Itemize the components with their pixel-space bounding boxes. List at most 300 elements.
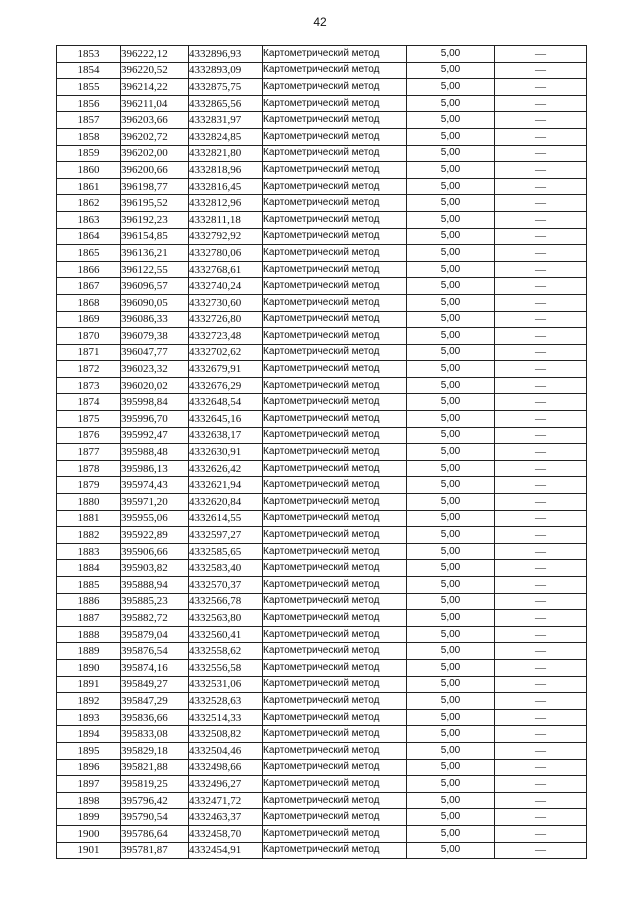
method-cell: Картометрический метод: [263, 112, 407, 129]
accuracy-cell: 5,00: [407, 427, 495, 444]
description-cell: —: [495, 278, 587, 295]
method-cell: Картометрический метод: [263, 626, 407, 643]
accuracy-cell: 5,00: [407, 178, 495, 195]
point-number-cell: 1879: [57, 477, 121, 494]
accuracy-cell: 5,00: [407, 444, 495, 461]
y-coordinate-cell: 4332645,16: [189, 411, 263, 428]
table-row: [57, 95, 587, 112]
description-cell: —: [495, 510, 587, 527]
y-coordinate-cell: 4332558,62: [189, 643, 263, 660]
point-number-cell: 1892: [57, 693, 121, 710]
description-cell: —: [495, 377, 587, 394]
table-row: [57, 593, 587, 610]
description-cell: —: [495, 610, 587, 627]
table-row: [57, 128, 587, 145]
method-cell: Картометрический метод: [263, 344, 407, 361]
accuracy-cell: 5,00: [407, 643, 495, 660]
description-cell: —: [495, 128, 587, 145]
y-coordinate-cell: 4332583,40: [189, 560, 263, 577]
table-row: [57, 46, 587, 63]
x-coordinate-cell: 395836,66: [121, 709, 189, 726]
accuracy-cell: 5,00: [407, 709, 495, 726]
method-cell: Картометрический метод: [263, 460, 407, 477]
x-coordinate-cell: 395790,54: [121, 809, 189, 826]
point-number-cell: 1859: [57, 145, 121, 162]
y-coordinate-cell: 4332816,45: [189, 178, 263, 195]
description-cell: —: [495, 228, 587, 245]
method-cell: Картометрический метод: [263, 377, 407, 394]
x-coordinate-cell: 395955,06: [121, 510, 189, 527]
description-cell: —: [495, 394, 587, 411]
accuracy-cell: 5,00: [407, 145, 495, 162]
method-cell: Картометрический метод: [263, 294, 407, 311]
accuracy-cell: 5,00: [407, 112, 495, 129]
y-coordinate-cell: 4332818,96: [189, 162, 263, 179]
table-row: [57, 610, 587, 627]
page-number: 42: [313, 15, 327, 29]
y-coordinate-cell: 4332824,85: [189, 128, 263, 145]
point-number-cell: 1872: [57, 361, 121, 378]
method-cell: Картометрический метод: [263, 411, 407, 428]
x-coordinate-cell: 396200,66: [121, 162, 189, 179]
table-row: [57, 510, 587, 527]
accuracy-cell: 5,00: [407, 245, 495, 262]
y-coordinate-cell: 4332458,70: [189, 825, 263, 842]
y-coordinate-cell: 4332504,46: [189, 742, 263, 759]
description-cell: —: [495, 659, 587, 676]
method-cell: Картометрический метод: [263, 195, 407, 212]
y-coordinate-cell: 4332638,17: [189, 427, 263, 444]
x-coordinate-cell: 396023,32: [121, 361, 189, 378]
point-number-cell: 1873: [57, 377, 121, 394]
method-cell: Картометрический метод: [263, 510, 407, 527]
method-cell: Картометрический метод: [263, 311, 407, 328]
table-row: [57, 328, 587, 345]
y-coordinate-cell: 4332702,62: [189, 344, 263, 361]
method-cell: Картометрический метод: [263, 128, 407, 145]
accuracy-cell: 5,00: [407, 659, 495, 676]
point-number-cell: 1890: [57, 659, 121, 676]
table-row: [57, 543, 587, 560]
table-row: [57, 311, 587, 328]
point-number-cell: 1901: [57, 842, 121, 859]
method-cell: Картометрический метод: [263, 46, 407, 63]
x-coordinate-cell: 395849,27: [121, 676, 189, 693]
accuracy-cell: 5,00: [407, 460, 495, 477]
description-cell: —: [495, 593, 587, 610]
x-coordinate-cell: 396192,23: [121, 211, 189, 228]
method-cell: Картометрический метод: [263, 145, 407, 162]
description-cell: —: [495, 759, 587, 776]
y-coordinate-cell: 4332621,94: [189, 477, 263, 494]
method-cell: Картометрический метод: [263, 643, 407, 660]
x-coordinate-cell: 395988,48: [121, 444, 189, 461]
x-coordinate-cell: 395986,13: [121, 460, 189, 477]
x-coordinate-cell: 395903,82: [121, 560, 189, 577]
description-cell: —: [495, 726, 587, 743]
table-row: [57, 460, 587, 477]
x-coordinate-cell: 395879,04: [121, 626, 189, 643]
description-cell: —: [495, 792, 587, 809]
method-cell: Картометрический метод: [263, 328, 407, 345]
y-coordinate-cell: 4332740,24: [189, 278, 263, 295]
y-coordinate-cell: 4332630,91: [189, 444, 263, 461]
point-number-cell: 1895: [57, 742, 121, 759]
y-coordinate-cell: 4332792,92: [189, 228, 263, 245]
y-coordinate-cell: 4332679,91: [189, 361, 263, 378]
point-number-cell: 1857: [57, 112, 121, 129]
table-row: [57, 560, 587, 577]
point-number-cell: 1863: [57, 211, 121, 228]
table-row: [57, 809, 587, 826]
method-cell: Картометрический метод: [263, 709, 407, 726]
method-cell: Картометрический метод: [263, 394, 407, 411]
point-number-cell: 1877: [57, 444, 121, 461]
x-coordinate-cell: 396154,85: [121, 228, 189, 245]
y-coordinate-cell: 4332498,66: [189, 759, 263, 776]
method-cell: Картометрический метод: [263, 427, 407, 444]
x-coordinate-cell: 395974,43: [121, 477, 189, 494]
description-cell: —: [495, 162, 587, 179]
x-coordinate-cell: 395882,72: [121, 610, 189, 627]
description-cell: —: [495, 809, 587, 826]
point-number-cell: 1896: [57, 759, 121, 776]
x-coordinate-cell: 395781,87: [121, 842, 189, 859]
method-cell: Картометрический метод: [263, 79, 407, 96]
point-number-cell: 1882: [57, 527, 121, 544]
x-coordinate-cell: 395821,88: [121, 759, 189, 776]
x-coordinate-cell: 396220,52: [121, 62, 189, 79]
point-number-cell: 1899: [57, 809, 121, 826]
table-row: [57, 377, 587, 394]
y-coordinate-cell: 4332811,18: [189, 211, 263, 228]
description-cell: —: [495, 494, 587, 511]
description-cell: —: [495, 460, 587, 477]
y-coordinate-cell: 4332676,29: [189, 377, 263, 394]
accuracy-cell: 5,00: [407, 759, 495, 776]
y-coordinate-cell: 4332597,27: [189, 527, 263, 544]
point-number-cell: 1871: [57, 344, 121, 361]
point-number-cell: 1886: [57, 593, 121, 610]
y-coordinate-cell: 4332614,55: [189, 510, 263, 527]
table-row: [57, 294, 587, 311]
y-coordinate-cell: 4332463,37: [189, 809, 263, 826]
description-cell: —: [495, 842, 587, 859]
point-number-cell: 1880: [57, 494, 121, 511]
table-row: [57, 162, 587, 179]
y-coordinate-cell: 4332865,56: [189, 95, 263, 112]
x-coordinate-cell: 395786,64: [121, 825, 189, 842]
y-coordinate-cell: 4332531,06: [189, 676, 263, 693]
method-cell: Картометрический метод: [263, 825, 407, 842]
description-cell: —: [495, 742, 587, 759]
table-row: [57, 411, 587, 428]
y-coordinate-cell: 4332514,33: [189, 709, 263, 726]
y-coordinate-cell: 4332723,48: [189, 328, 263, 345]
table-row: [57, 112, 587, 129]
table-row: [57, 145, 587, 162]
x-coordinate-cell: 396020,02: [121, 377, 189, 394]
method-cell: Картометрический метод: [263, 494, 407, 511]
table-row: [57, 742, 587, 759]
x-coordinate-cell: 396136,21: [121, 245, 189, 262]
accuracy-cell: 5,00: [407, 742, 495, 759]
table-row: [57, 344, 587, 361]
method-cell: Картометрический метод: [263, 693, 407, 710]
method-cell: Картометрический метод: [263, 842, 407, 859]
description-cell: —: [495, 62, 587, 79]
method-cell: Картометрический метод: [263, 477, 407, 494]
table-row: [57, 361, 587, 378]
description-cell: —: [495, 112, 587, 129]
accuracy-cell: 5,00: [407, 626, 495, 643]
y-coordinate-cell: 4332730,60: [189, 294, 263, 311]
description-cell: —: [495, 825, 587, 842]
method-cell: Картометрический метод: [263, 62, 407, 79]
method-cell: Картометрический метод: [263, 278, 407, 295]
table-row: [57, 178, 587, 195]
method-cell: Картометрический метод: [263, 593, 407, 610]
point-number-cell: 1887: [57, 610, 121, 627]
accuracy-cell: 5,00: [407, 494, 495, 511]
y-coordinate-cell: 4332556,58: [189, 659, 263, 676]
description-cell: —: [495, 527, 587, 544]
x-coordinate-cell: 396090,05: [121, 294, 189, 311]
table-row: [57, 776, 587, 793]
point-number-cell: 1894: [57, 726, 121, 743]
table-row: [57, 825, 587, 842]
method-cell: Картометрический метод: [263, 560, 407, 577]
point-number-cell: 1855: [57, 79, 121, 96]
table-row: [57, 759, 587, 776]
description-cell: —: [495, 444, 587, 461]
x-coordinate-cell: 396047,77: [121, 344, 189, 361]
accuracy-cell: 5,00: [407, 610, 495, 627]
x-coordinate-cell: 396096,57: [121, 278, 189, 295]
method-cell: Картометрический метод: [263, 211, 407, 228]
accuracy-cell: 5,00: [407, 842, 495, 859]
point-number-cell: 1861: [57, 178, 121, 195]
accuracy-cell: 5,00: [407, 46, 495, 63]
method-cell: Картометрический метод: [263, 759, 407, 776]
point-number-cell: 1870: [57, 328, 121, 345]
accuracy-cell: 5,00: [407, 377, 495, 394]
point-number-cell: 1853: [57, 46, 121, 63]
x-coordinate-cell: 395906,66: [121, 543, 189, 560]
method-cell: Картометрический метод: [263, 444, 407, 461]
point-number-cell: 1891: [57, 676, 121, 693]
table-row: [57, 726, 587, 743]
accuracy-cell: 5,00: [407, 593, 495, 610]
accuracy-cell: 5,00: [407, 543, 495, 560]
accuracy-cell: 5,00: [407, 344, 495, 361]
accuracy-cell: 5,00: [407, 693, 495, 710]
table-row: [57, 626, 587, 643]
description-cell: —: [495, 776, 587, 793]
point-number-cell: 1860: [57, 162, 121, 179]
method-cell: Картометрический метод: [263, 610, 407, 627]
accuracy-cell: 5,00: [407, 62, 495, 79]
accuracy-cell: 5,00: [407, 228, 495, 245]
table-row: [57, 477, 587, 494]
y-coordinate-cell: 4332563,80: [189, 610, 263, 627]
description-cell: —: [495, 643, 587, 660]
table-row: [57, 62, 587, 79]
table-row: [57, 842, 587, 859]
accuracy-cell: 5,00: [407, 128, 495, 145]
y-coordinate-cell: 4332780,06: [189, 245, 263, 262]
y-coordinate-cell: 4332620,84: [189, 494, 263, 511]
x-coordinate-cell: 395992,47: [121, 427, 189, 444]
y-coordinate-cell: 4332812,96: [189, 195, 263, 212]
point-number-cell: 1889: [57, 643, 121, 660]
coordinates-table: [56, 45, 587, 859]
table-row: [57, 245, 587, 262]
table-row: [57, 228, 587, 245]
x-coordinate-cell: 396202,72: [121, 128, 189, 145]
x-coordinate-cell: 396222,12: [121, 46, 189, 63]
accuracy-cell: 5,00: [407, 195, 495, 212]
table-row: [57, 278, 587, 295]
point-number-cell: 1875: [57, 411, 121, 428]
x-coordinate-cell: 395874,16: [121, 659, 189, 676]
method-cell: Картометрический метод: [263, 162, 407, 179]
x-coordinate-cell: 395796,42: [121, 792, 189, 809]
point-number-cell: 1898: [57, 792, 121, 809]
table-row: [57, 79, 587, 96]
x-coordinate-cell: 395876,54: [121, 643, 189, 660]
point-number-cell: 1878: [57, 460, 121, 477]
accuracy-cell: 5,00: [407, 211, 495, 228]
accuracy-cell: 5,00: [407, 792, 495, 809]
y-coordinate-cell: 4332648,54: [189, 394, 263, 411]
point-number-cell: 1883: [57, 543, 121, 560]
x-coordinate-cell: 395888,94: [121, 577, 189, 594]
accuracy-cell: 5,00: [407, 477, 495, 494]
point-number-cell: 1884: [57, 560, 121, 577]
accuracy-cell: 5,00: [407, 311, 495, 328]
y-coordinate-cell: 4332454,91: [189, 842, 263, 859]
table-row: [57, 427, 587, 444]
x-coordinate-cell: 396122,55: [121, 261, 189, 278]
accuracy-cell: 5,00: [407, 577, 495, 594]
y-coordinate-cell: 4332875,75: [189, 79, 263, 96]
table-row: [57, 261, 587, 278]
accuracy-cell: 5,00: [407, 726, 495, 743]
description-cell: —: [495, 411, 587, 428]
method-cell: Картометрический метод: [263, 361, 407, 378]
accuracy-cell: 5,00: [407, 560, 495, 577]
x-coordinate-cell: 396195,52: [121, 195, 189, 212]
x-coordinate-cell: 395847,29: [121, 693, 189, 710]
point-number-cell: 1868: [57, 294, 121, 311]
x-coordinate-cell: 396198,77: [121, 178, 189, 195]
x-coordinate-cell: 395922,89: [121, 527, 189, 544]
method-cell: Картометрический метод: [263, 776, 407, 793]
method-cell: Картометрический метод: [263, 577, 407, 594]
accuracy-cell: 5,00: [407, 676, 495, 693]
method-cell: Картометрический метод: [263, 95, 407, 112]
method-cell: Картометрический метод: [263, 742, 407, 759]
table-row: [57, 792, 587, 809]
table-row: [57, 394, 587, 411]
x-coordinate-cell: 395971,20: [121, 494, 189, 511]
description-cell: —: [495, 626, 587, 643]
point-number-cell: 1862: [57, 195, 121, 212]
table-row: [57, 444, 587, 461]
description-cell: —: [495, 427, 587, 444]
point-number-cell: 1900: [57, 825, 121, 842]
description-cell: —: [495, 676, 587, 693]
x-coordinate-cell: 395996,70: [121, 411, 189, 428]
x-coordinate-cell: 396086,33: [121, 311, 189, 328]
point-number-cell: 1865: [57, 245, 121, 262]
table-row: [57, 676, 587, 693]
description-cell: —: [495, 195, 587, 212]
description-cell: —: [495, 543, 587, 560]
point-number-cell: 1893: [57, 709, 121, 726]
method-cell: Картометрический метод: [263, 726, 407, 743]
accuracy-cell: 5,00: [407, 809, 495, 826]
table-row: [57, 693, 587, 710]
description-cell: —: [495, 46, 587, 63]
accuracy-cell: 5,00: [407, 825, 495, 842]
y-coordinate-cell: 4332496,27: [189, 776, 263, 793]
accuracy-cell: 5,00: [407, 261, 495, 278]
method-cell: Картометрический метод: [263, 261, 407, 278]
y-coordinate-cell: 4332560,41: [189, 626, 263, 643]
accuracy-cell: 5,00: [407, 776, 495, 793]
method-cell: Картометрический метод: [263, 543, 407, 560]
method-cell: Картометрический метод: [263, 228, 407, 245]
x-coordinate-cell: 395819,25: [121, 776, 189, 793]
x-coordinate-cell: 395998,84: [121, 394, 189, 411]
table-row: [57, 659, 587, 676]
y-coordinate-cell: 4332896,93: [189, 46, 263, 63]
y-coordinate-cell: 4332626,42: [189, 460, 263, 477]
accuracy-cell: 5,00: [407, 162, 495, 179]
method-cell: Картометрический метод: [263, 792, 407, 809]
description-cell: —: [495, 577, 587, 594]
table-row: [57, 527, 587, 544]
y-coordinate-cell: 4332893,09: [189, 62, 263, 79]
method-cell: Картометрический метод: [263, 245, 407, 262]
y-coordinate-cell: 4332831,97: [189, 112, 263, 129]
y-coordinate-cell: 4332508,82: [189, 726, 263, 743]
y-coordinate-cell: 4332566,78: [189, 593, 263, 610]
point-number-cell: 1874: [57, 394, 121, 411]
point-number-cell: 1869: [57, 311, 121, 328]
x-coordinate-cell: 396211,04: [121, 95, 189, 112]
table-row: [57, 195, 587, 212]
description-cell: —: [495, 79, 587, 96]
accuracy-cell: 5,00: [407, 361, 495, 378]
description-cell: —: [495, 311, 587, 328]
description-cell: —: [495, 361, 587, 378]
x-coordinate-cell: 396079,38: [121, 328, 189, 345]
description-cell: —: [495, 294, 587, 311]
table-row: [57, 643, 587, 660]
point-number-cell: 1876: [57, 427, 121, 444]
coordinates-table-body: [57, 46, 587, 859]
description-cell: —: [495, 344, 587, 361]
method-cell: Картометрический метод: [263, 809, 407, 826]
accuracy-cell: 5,00: [407, 278, 495, 295]
description-cell: —: [495, 211, 587, 228]
point-number-cell: 1864: [57, 228, 121, 245]
accuracy-cell: 5,00: [407, 510, 495, 527]
point-number-cell: 1866: [57, 261, 121, 278]
